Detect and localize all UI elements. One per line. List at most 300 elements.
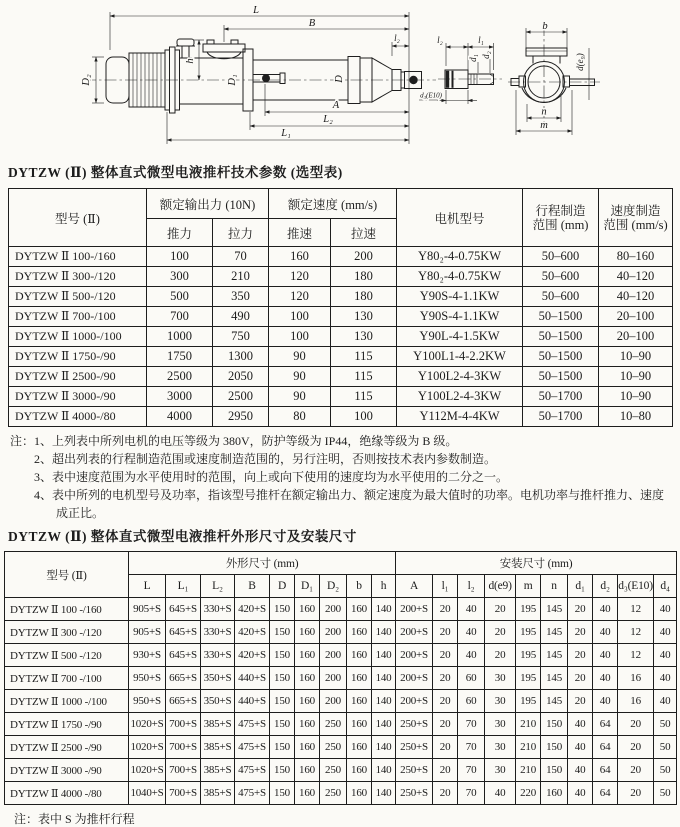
value-cell: 20 (568, 667, 593, 690)
column-header: n (541, 575, 568, 598)
value-cell: 160 (295, 667, 320, 690)
value-cell: 210 (516, 736, 541, 759)
value-cell: 160 (347, 759, 372, 782)
value-cell: 200+S (396, 644, 433, 667)
value-cell: Y100L1-4-2.2KW (397, 347, 523, 367)
value-cell: 40 (593, 598, 618, 621)
value-cell: 40 (568, 782, 593, 805)
value-cell: 145 (541, 690, 568, 713)
value-cell: 16 (618, 667, 654, 690)
notes-block (0, 432, 680, 522)
value-cell: 220 (516, 782, 541, 805)
value-cell: 1020+S (129, 736, 166, 759)
dim-label-A: A (332, 100, 340, 111)
col-rated-output: 额定输出力 (10N) (147, 189, 269, 219)
value-cell: 160 (347, 690, 372, 713)
value-cell: 250 (320, 713, 347, 736)
table-row (9, 327, 673, 347)
section2-title: DYTZW (Ⅱ) 整体直式微型电液推杆外形尺寸及安装尺寸 (8, 529, 357, 544)
value-cell: 64 (593, 713, 618, 736)
value-cell: 50–1700 (523, 387, 599, 407)
model-cell: DYTZW Ⅱ 2500 -/90 (5, 736, 129, 759)
notes-list (34, 432, 674, 522)
value-cell: 1750 (147, 347, 213, 367)
column-header: d₂ (593, 575, 618, 598)
value-cell: 64 (593, 736, 618, 759)
value-cell: 20 (433, 713, 458, 736)
value-cell: 150 (270, 782, 295, 805)
value-cell: 70 (213, 247, 269, 267)
value-cell: 50 (654, 782, 677, 805)
value-cell: 160 (295, 690, 320, 713)
value-cell: 30 (485, 713, 516, 736)
col-speed-range-line1: 速度制造 (610, 203, 661, 218)
value-cell: 20–100 (599, 307, 673, 327)
value-cell: 350+S (201, 667, 235, 690)
value-cell: 160 (347, 598, 372, 621)
value-cell: 385+S (201, 713, 235, 736)
value-cell: 140 (372, 621, 396, 644)
value-cell: 420+S (235, 644, 270, 667)
value-cell: 115 (331, 367, 397, 387)
note-item: 4、表中所列的电机型号及功率，指该型号推杆在额定输出力、额定速度为最大值时的功率。电机功率与推杆推力、速度成正比。 (34, 488, 665, 520)
value-cell: 160 (347, 713, 372, 736)
value-cell: 140 (372, 713, 396, 736)
value-cell: 250+S (396, 782, 433, 805)
value-cell: 930+S (129, 644, 166, 667)
value-cell: 250+S (396, 759, 433, 782)
col-speed-range-line2: 范围 (mm/s) (603, 217, 668, 232)
value-cell: 40 (568, 736, 593, 759)
value-cell: 210 (516, 759, 541, 782)
value-cell: 2950 (213, 407, 269, 427)
rod-end-detail-view (419, 35, 502, 104)
value-cell: 195 (516, 690, 541, 713)
value-cell: 20 (618, 782, 654, 805)
table-row (9, 307, 673, 327)
value-cell: 210 (213, 267, 269, 287)
dim-label-D1: D₁ (227, 74, 238, 86)
value-cell: Y90L-4-1.5KW (397, 327, 523, 347)
value-cell: 115 (331, 347, 397, 367)
value-cell: 40 (654, 598, 677, 621)
value-cell: 905+S (129, 621, 166, 644)
value-cell: 250 (320, 736, 347, 759)
main-view (81, 5, 436, 144)
table-row (5, 644, 677, 667)
value-cell: 950+S (129, 690, 166, 713)
column-header: D₁ (295, 575, 320, 598)
value-cell: 20 (433, 621, 458, 644)
value-cell: 160 (347, 644, 372, 667)
note-item: 3、表中速度范围为水平使用时的范围，向上或向下使用的速度均为水平使用的二分之一。 (34, 470, 509, 484)
value-cell: 1000 (147, 327, 213, 347)
value-cell: 70 (458, 782, 485, 805)
value-cell: 20 (433, 644, 458, 667)
value-cell: Y80₂-4-0.75KW (397, 247, 523, 267)
value-cell: 665+S (166, 667, 201, 690)
value-cell: 250+S (396, 713, 433, 736)
value-cell: 50–1700 (523, 407, 599, 427)
value-cell: 100 (269, 327, 331, 347)
value-cell: 10–80 (599, 407, 673, 427)
value-cell: 90 (269, 347, 331, 367)
value-cell: 1040+S (129, 782, 166, 805)
value-cell: 160 (347, 621, 372, 644)
dimension-table-header (5, 552, 677, 598)
value-cell: 50–600 (523, 247, 599, 267)
value-cell: 475+S (235, 713, 270, 736)
value-cell: 40 (485, 782, 516, 805)
value-cell: 50–1500 (523, 347, 599, 367)
value-cell: 160 (295, 736, 320, 759)
value-cell: 385+S (201, 759, 235, 782)
value-cell: 60 (458, 690, 485, 713)
value-cell: 40 (654, 667, 677, 690)
value-cell: 150 (541, 713, 568, 736)
model-cell: DYTZW Ⅱ 4000-/80 (9, 407, 147, 427)
value-cell: 40 (458, 621, 485, 644)
value-cell: 330+S (201, 644, 235, 667)
value-cell: 130 (331, 307, 397, 327)
value-cell: 20 (433, 690, 458, 713)
value-cell: 40 (593, 690, 618, 713)
value-cell: 10–90 (599, 347, 673, 367)
value-cell: 160 (541, 782, 568, 805)
value-cell: 60 (458, 667, 485, 690)
note-item: 2、超出列表的行程制造范围或速度制造范围的，另行注明，否则按技术表内参数制造。 (34, 452, 497, 466)
value-cell: 200 (320, 621, 347, 644)
value-cell: 30 (485, 759, 516, 782)
value-cell: 1300 (213, 347, 269, 367)
value-cell: 120 (269, 267, 331, 287)
value-cell: 700+S (166, 736, 201, 759)
stroke-note: 注：表中 S 为推杆行程 (14, 812, 135, 826)
value-cell: 50–1500 (523, 327, 599, 347)
model-cell: DYTZW Ⅱ 700 -/100 (5, 667, 129, 690)
value-cell: 700+S (166, 713, 201, 736)
value-cell: 440+S (235, 690, 270, 713)
dim-label-h: h (185, 58, 196, 64)
value-cell: 20–100 (599, 327, 673, 347)
spec-table-header (9, 189, 673, 247)
value-cell: 180 (331, 267, 397, 287)
value-cell: 200+S (396, 598, 433, 621)
model-cell: DYTZW Ⅱ 3000-/90 (9, 387, 147, 407)
table-row (9, 267, 673, 287)
col-pull-force: 拉力 (213, 219, 269, 247)
value-cell: Y90S-4-1.1KW (397, 307, 523, 327)
value-cell: 160 (347, 667, 372, 690)
dim-label-D2: D₂ (81, 74, 92, 86)
notes-prefix: 注： (10, 434, 35, 448)
column-header: d₄ (654, 575, 677, 598)
table-row (5, 667, 677, 690)
table-row (5, 621, 677, 644)
value-cell: 200+S (396, 621, 433, 644)
col-stroke-range-line1: 行程制造 (535, 203, 586, 218)
value-cell: 130 (331, 327, 397, 347)
value-cell: 210 (516, 713, 541, 736)
column-header: L (129, 575, 166, 598)
value-cell: 120 (269, 287, 331, 307)
value-cell: 20 (618, 736, 654, 759)
model-cell: DYTZW Ⅱ 100 -/160 (5, 598, 129, 621)
value-cell: 115 (331, 387, 397, 407)
dim-label-det-d1: d₁ (468, 54, 478, 62)
value-cell: 40 (458, 598, 485, 621)
col-stroke-range (523, 189, 599, 247)
value-cell: 40 (458, 644, 485, 667)
value-cell: 10–90 (599, 387, 673, 407)
value-cell: 160 (347, 736, 372, 759)
table-row (9, 407, 673, 427)
value-cell: 195 (516, 644, 541, 667)
value-cell: 150 (270, 690, 295, 713)
value-cell: 195 (516, 598, 541, 621)
dimension-table-body (5, 598, 677, 805)
value-cell: Y112M-4-4KW (397, 407, 523, 427)
table-row (5, 782, 677, 805)
value-cell: 20 (433, 598, 458, 621)
value-cell: 160 (347, 782, 372, 805)
value-cell: 50–1500 (523, 367, 599, 387)
col-model: 型号 (Ⅱ) (5, 552, 129, 598)
value-cell: 150 (270, 644, 295, 667)
value-cell: 50–600 (523, 287, 599, 307)
col-push-force: 推力 (147, 219, 213, 247)
value-cell: 330+S (201, 598, 235, 621)
model-cell: DYTZW Ⅱ 300 -/120 (5, 621, 129, 644)
table-row (9, 347, 673, 367)
value-cell: 350 (213, 287, 269, 307)
value-cell: 145 (541, 598, 568, 621)
dim-label-det-d2: d₂ (481, 51, 491, 59)
value-cell: 2050 (213, 367, 269, 387)
value-cell: 40 (593, 644, 618, 667)
value-cell: 30 (485, 667, 516, 690)
value-cell: 20 (568, 621, 593, 644)
value-cell: 160 (269, 247, 331, 267)
value-cell: 70 (458, 759, 485, 782)
model-cell: DYTZW Ⅱ 1750 -/90 (5, 713, 129, 736)
value-cell: 180 (331, 287, 397, 307)
dimension-table (4, 551, 677, 805)
value-cell: 160 (295, 713, 320, 736)
value-cell: 30 (485, 736, 516, 759)
col-motor-model: 电机型号 (397, 189, 523, 247)
clamp-foot-plate (526, 48, 567, 56)
value-cell: 645+S (166, 621, 201, 644)
value-cell: 150 (541, 759, 568, 782)
col-rated-speed: 额定速度 (mm/s) (269, 189, 397, 219)
value-cell: 90 (269, 387, 331, 407)
dim-label-m: m (540, 120, 548, 131)
value-cell: 40 (654, 621, 677, 644)
dim-label-B: B (308, 18, 316, 29)
value-cell: 420+S (235, 621, 270, 644)
model-cell: DYTZW Ⅱ 1000 -/100 (5, 690, 129, 713)
value-cell: 40 (568, 759, 593, 782)
value-cell: 20 (433, 759, 458, 782)
oil-cap (177, 39, 194, 46)
value-cell: 40–120 (599, 267, 673, 287)
model-cell: DYTZW Ⅱ 2500-/90 (9, 367, 147, 387)
table-row (9, 287, 673, 307)
value-cell: 200+S (396, 690, 433, 713)
model-cell: DYTZW Ⅱ 100-/160 (9, 247, 147, 267)
value-cell: 2500 (147, 367, 213, 387)
value-cell: 330+S (201, 621, 235, 644)
table-row (9, 247, 673, 267)
value-cell: 905+S (129, 598, 166, 621)
model-cell: DYTZW Ⅱ 500-/120 (9, 287, 147, 307)
col-speed-range (599, 189, 673, 247)
column-header: D₂ (320, 575, 347, 598)
value-cell: 440+S (235, 667, 270, 690)
value-cell: 145 (541, 667, 568, 690)
value-cell: 140 (372, 782, 396, 805)
model-cell: DYTZW Ⅱ 700-/100 (9, 307, 147, 327)
col-outline-dims: 外形尺寸 (mm) (129, 552, 396, 575)
table-row (9, 367, 673, 387)
value-cell: 50 (654, 713, 677, 736)
value-cell: 20 (568, 690, 593, 713)
value-cell: 64 (593, 759, 618, 782)
value-cell: 40 (654, 644, 677, 667)
model-cell: DYTZW Ⅱ 300-/120 (9, 267, 147, 287)
column-header: d₃(E10) (618, 575, 654, 598)
value-cell: 475+S (235, 736, 270, 759)
dim-label-L: L (253, 5, 259, 16)
value-cell: 40 (593, 667, 618, 690)
value-cell: 20 (485, 644, 516, 667)
col-stroke-range-line2: 范围 (mm) (532, 217, 589, 232)
value-cell: 195 (516, 667, 541, 690)
spec-table-body (9, 247, 673, 427)
value-cell: 950+S (129, 667, 166, 690)
model-cell: DYTZW Ⅱ 1000-/100 (9, 327, 147, 347)
value-cell: 70 (458, 736, 485, 759)
column-header: L₂ (201, 575, 235, 598)
value-cell: 16 (618, 690, 654, 713)
column-header: l₂ (458, 575, 485, 598)
value-cell: 1020+S (129, 713, 166, 736)
value-cell: 80–160 (599, 247, 673, 267)
value-cell: 250 (320, 759, 347, 782)
value-cell: 20 (485, 598, 516, 621)
value-cell: 3000 (147, 387, 213, 407)
value-cell: 140 (372, 644, 396, 667)
value-cell: 20 (433, 736, 458, 759)
value-cell: 160 (295, 644, 320, 667)
column-header: d₁ (568, 575, 593, 598)
value-cell: 1020+S (129, 759, 166, 782)
value-cell: 250+S (396, 736, 433, 759)
model-cell: DYTZW Ⅱ 500 -/120 (5, 644, 129, 667)
table-row (5, 598, 677, 621)
model-cell: DYTZW Ⅱ 1750-/90 (9, 347, 147, 367)
value-cell: 350+S (201, 690, 235, 713)
value-cell: 250 (320, 782, 347, 805)
value-cell: 30 (485, 690, 516, 713)
value-cell: 40 (568, 713, 593, 736)
dim-label-L2: L₂ (323, 114, 333, 125)
column-header: l₁ (433, 575, 458, 598)
value-cell: 20 (433, 667, 458, 690)
value-cell: 160 (295, 759, 320, 782)
dim-label-l2-top: l₂ (394, 33, 400, 43)
value-cell: 12 (618, 598, 654, 621)
dim-label-D: D (334, 75, 345, 83)
value-cell: 40 (654, 690, 677, 713)
value-cell: 200+S (396, 667, 433, 690)
technical-drawing (0, 0, 680, 158)
value-cell: 140 (372, 759, 396, 782)
value-cell: 20 (618, 713, 654, 736)
value-cell: 100 (147, 247, 213, 267)
value-cell: 645+S (166, 644, 201, 667)
clamp-end-view (508, 21, 600, 135)
value-cell: 90 (269, 367, 331, 387)
note-item: 1、上列表中所列电机的电压等级为 380V，防护等级为 IP44，绝缘等级为 B 级。 (34, 434, 458, 448)
value-cell: 150 (270, 759, 295, 782)
table-row (5, 759, 677, 782)
dim-label-b: b (542, 21, 548, 32)
value-cell: 20 (568, 644, 593, 667)
value-cell: 140 (372, 690, 396, 713)
value-cell: 40 (593, 621, 618, 644)
table-row (9, 387, 673, 407)
dim-label-det-d3: d₃(E10) (420, 91, 442, 100)
value-cell: 200 (320, 598, 347, 621)
value-cell: 50–1500 (523, 307, 599, 327)
model-cell: DYTZW Ⅱ 4000 -/80 (5, 782, 129, 805)
dim-label-de9: d(e₉) (575, 53, 585, 71)
table-row (5, 736, 677, 759)
value-cell: 100 (331, 407, 397, 427)
value-cell: 50–600 (523, 267, 599, 287)
value-cell: 420+S (235, 598, 270, 621)
value-cell: 200 (320, 690, 347, 713)
value-cell: 475+S (235, 782, 270, 805)
table-row (5, 713, 677, 736)
value-cell: 700+S (166, 759, 201, 782)
value-cell: 385+S (201, 782, 235, 805)
value-cell: 12 (618, 621, 654, 644)
value-cell: 150 (270, 621, 295, 644)
value-cell: 145 (541, 621, 568, 644)
column-header: D (270, 575, 295, 598)
value-cell: 100 (269, 307, 331, 327)
dim-label-L1: L₁ (281, 128, 291, 139)
value-cell: 150 (270, 713, 295, 736)
spec-table (8, 188, 673, 427)
value-cell: 20 (433, 782, 458, 805)
value-cell: 150 (270, 736, 295, 759)
value-cell: 2500 (213, 387, 269, 407)
value-cell: 145 (541, 644, 568, 667)
value-cell: 50 (654, 736, 677, 759)
column-header: h (372, 575, 396, 598)
column-header: b (347, 575, 372, 598)
value-cell: 475+S (235, 759, 270, 782)
table-row (5, 690, 677, 713)
col-model: 型号 (Ⅱ) (9, 189, 147, 247)
value-cell: 700+S (166, 782, 201, 805)
value-cell: 4000 (147, 407, 213, 427)
value-cell: Y80₂-4-0.75KW (397, 267, 523, 287)
